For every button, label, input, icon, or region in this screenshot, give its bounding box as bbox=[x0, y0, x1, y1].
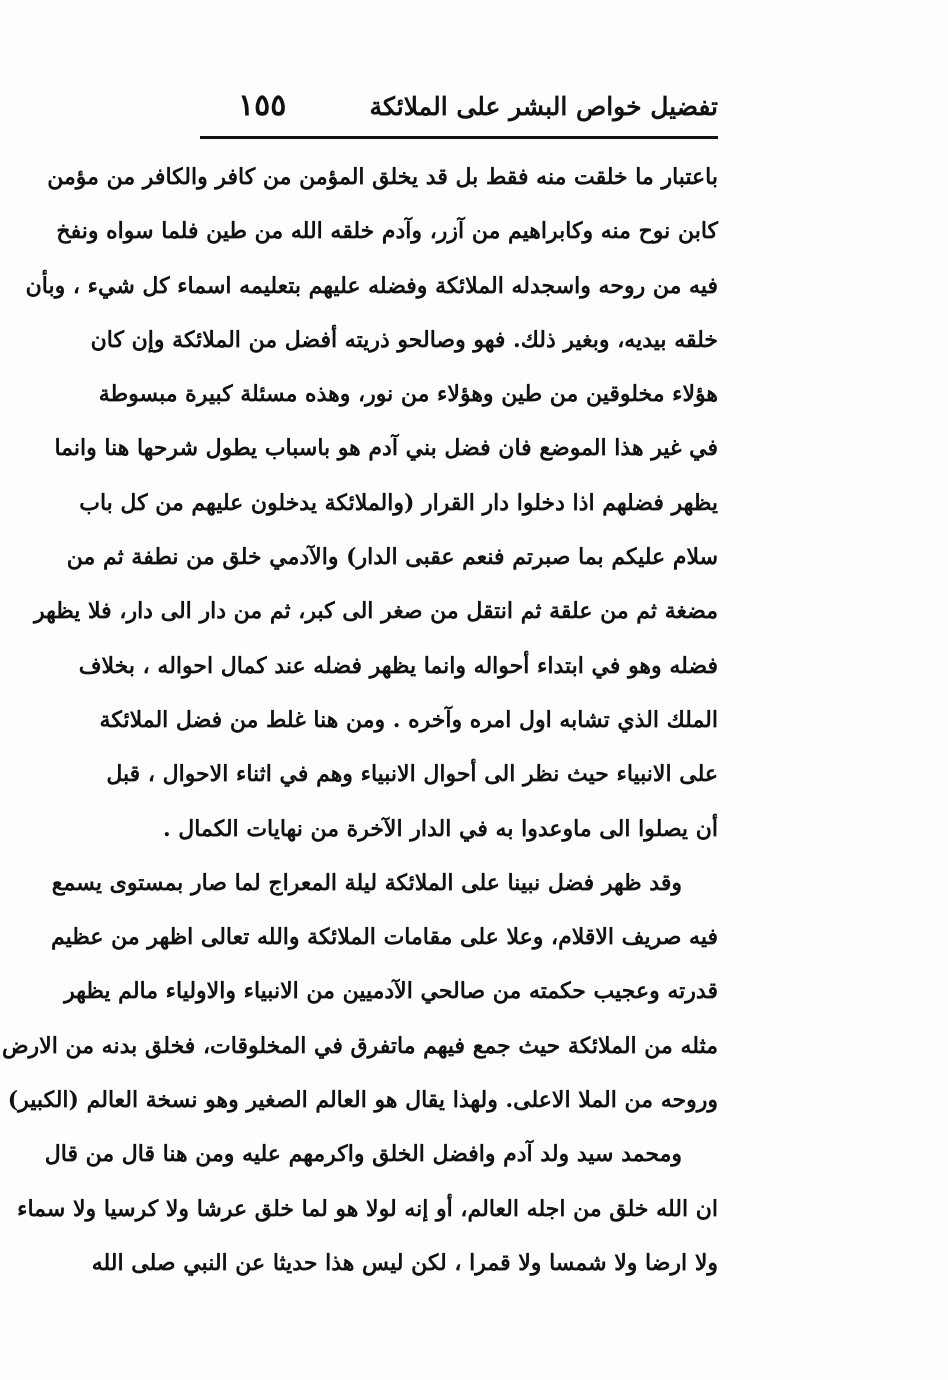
text-line: هؤلاء مخلوقين من طين وهؤلاء من نور، وهذه مسئلة كبيرة مبسوطة bbox=[98, 381, 718, 408]
text-line: كابن نوح منه وكابراهيم من آزر، وآدم خلقه الله من طين فلما سواه ونفخ bbox=[56, 218, 718, 245]
text-line: باعتبار ما خلقت منه فقط بل قد يخلق المؤمن من كافر والكافر من مؤمن bbox=[47, 164, 718, 190]
page-number: ١٥٥ bbox=[238, 88, 287, 123]
text-line: ولا ارضا ولا شمسا ولا قمرا ، لكن ليس هذا حديثا عن النبي صلى الله bbox=[91, 1249, 718, 1276]
paragraph-start-line: ومحمد سيد ولد آدم وافضل الخلق واكرمهم عليه ومن هنا قال من قال bbox=[44, 1141, 682, 1168]
text-line: على الانبياء حيث نظر الى أحوال الانبياء وهم في اثناء الاحوال ، قبل bbox=[106, 761, 718, 788]
body-text bbox=[1, 150, 718, 1290]
text-line: مضغة ثم من علقة ثم انتقل من صغر الى كبر، ثم من دار الى دار، فلا يظهر bbox=[33, 598, 718, 625]
text-line: خلقه بيديه، وبغير ذلك. فهو وصالحو ذريته أفضل من الملائكة وإن كان bbox=[90, 326, 718, 353]
text-line: مثله من الملائكة حيث جمع فيهم ماتفرق في المخلوقات، فخلق بدنه من الارض bbox=[1, 1032, 718, 1059]
text-line: سلام عليكم بما صبرتم فنعم عقبى الدار) والآدمي خلق من نطفة ثم من bbox=[66, 544, 718, 571]
text-line: وروحه من الملا الاعلى. ولهذا يقال هو العالم الصغير وهو نسخة العالم (الكبير) bbox=[7, 1087, 718, 1114]
text-line: قدرته وعجيب حكمته من صالحي الآدميين من الانبياء والاولياء مالم يظهر bbox=[64, 978, 718, 1005]
paragraph-end-line: أن يصلوا الى ماوعدوا به في الدار الآخرة من نهايات الكمال . bbox=[162, 815, 718, 842]
text-line: يظهر فضلهم اذا دخلوا دار القرار (والملائكة يدخلون عليهم من كل باب bbox=[79, 489, 718, 516]
text-line: فضله وهو في ابتداء أحواله وانما يظهر فضله عند كمال احواله ، بخلاف bbox=[78, 652, 718, 679]
page-header bbox=[200, 88, 718, 134]
header-rule bbox=[200, 136, 718, 139]
text-line: فيه من روحه واسجدله الملائكة وفضله عليهم بتعليمه اسماء كل شيء ، وبأن bbox=[25, 272, 718, 299]
running-title: تفضيل خواص البشر على الملائكة bbox=[369, 92, 718, 121]
text-line: في غير هذا الموضع فان فضل بني آدم هو باسباب يطول شرحها هنا وانما bbox=[54, 435, 718, 462]
text-line: ان الله خلق من اجله العالم، أو إنه لولا هو لما خلق عرشا ولا كرسيا ولا سماء bbox=[17, 1195, 718, 1222]
paragraph-start-line: وقد ظهر فضل نبينا على الملائكة ليلة المعراج لما صار بمستوى يسمع bbox=[51, 869, 682, 896]
text-line: فيه صريف الاقلام، وعلا على مقامات الملائكة والله تعالى اظهر من عظيم bbox=[51, 924, 718, 951]
text-line: الملك الذي تشابه اول امره وآخره . ومن هنا غلط من فضل الملائكة bbox=[99, 706, 718, 733]
